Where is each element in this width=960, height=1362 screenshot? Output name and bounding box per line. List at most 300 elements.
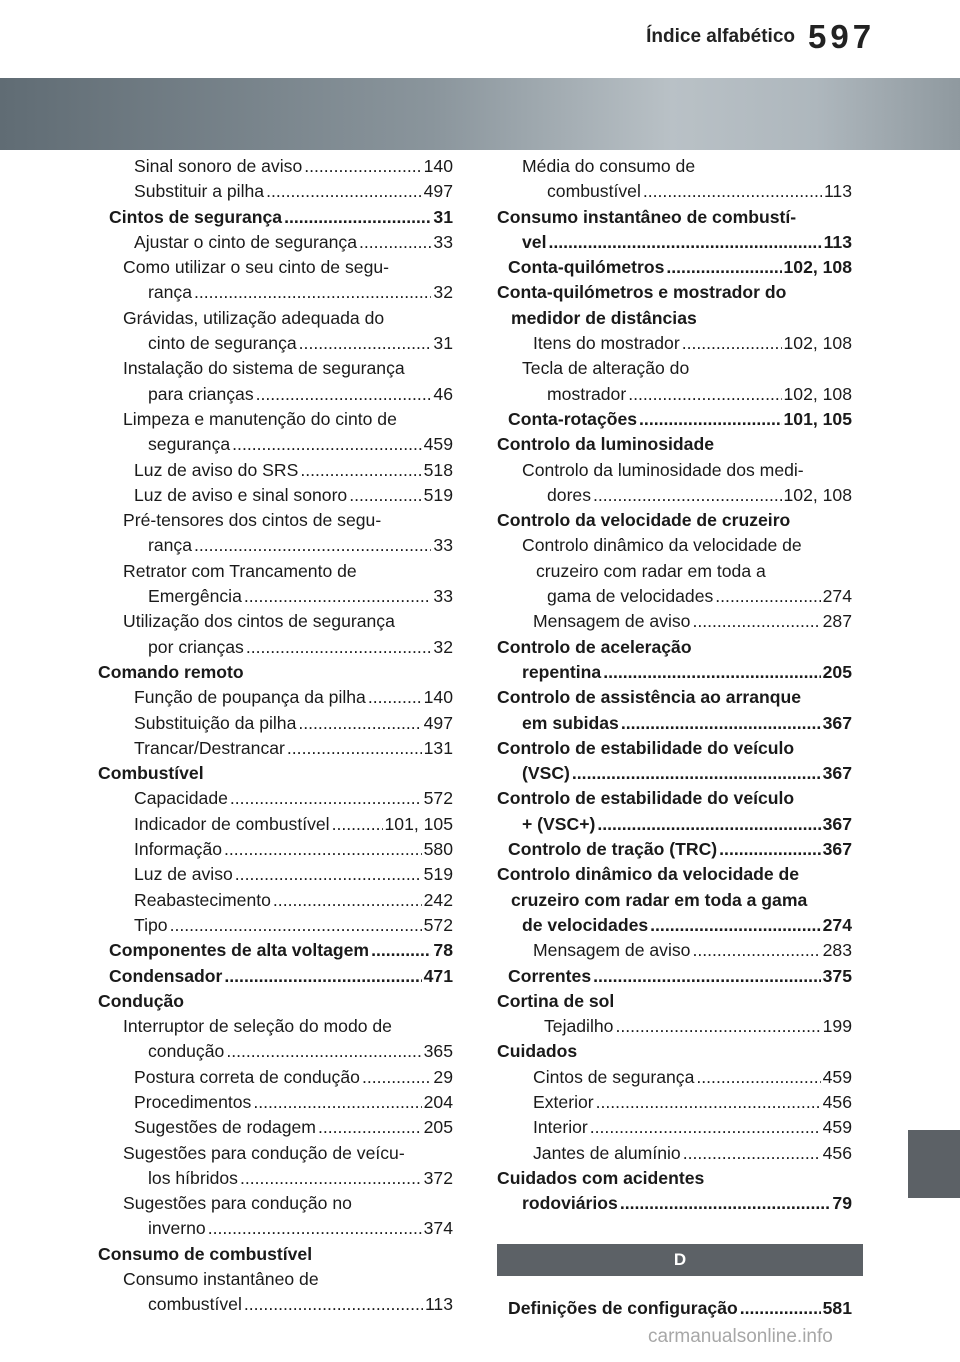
dot-leader: [615, 1014, 820, 1039]
page-reference: 375: [822, 965, 852, 986]
index-heading: [98, 989, 453, 1014]
page-reference: 33: [433, 586, 453, 607]
dot-leader: [226, 1039, 421, 1064]
entry-leader-line: [508, 255, 852, 280]
page-reference: 497: [423, 181, 453, 202]
dot-leader: [572, 761, 821, 786]
entry-text: Sinal sonoro de aviso: [134, 156, 303, 176]
page-reference: 33: [433, 231, 453, 252]
page-reference: 374: [423, 1218, 453, 1239]
page-reference: 113: [823, 231, 852, 252]
index-subentry: [98, 179, 453, 204]
index-subentry: [98, 786, 453, 811]
page-reference: 102, 108: [783, 257, 852, 278]
entry-text-line: Como utilizar o seu cinto de segu-: [123, 257, 389, 278]
index-heading: [98, 964, 453, 989]
dot-leader: [692, 609, 820, 634]
entry-leader-line: [508, 660, 852, 685]
index-subentry: [98, 458, 453, 483]
index-subentry: [98, 685, 453, 710]
entry-leader-line: [134, 280, 453, 305]
entry-leader-line: [544, 1014, 852, 1039]
entry-leader-line: [134, 1039, 453, 1064]
page-reference: 518: [423, 459, 453, 480]
dot-leader: [273, 888, 422, 913]
entry-text: Controlo de tração (TRC): [508, 839, 718, 860]
entry-text-line: Controlo de assistência ao arranque: [497, 687, 802, 708]
index-subentry: [497, 1090, 852, 1115]
entry-text-line: medidor de distâncias: [511, 307, 697, 328]
entry-text-line: Controlo de estabilidade do veículo: [497, 737, 795, 758]
entry-text-line: Comando remoto: [98, 661, 244, 682]
index-subentry: [98, 609, 453, 660]
index-subentry: [98, 837, 453, 862]
page-reference: 140: [423, 156, 453, 176]
entry-leader-line: [508, 711, 852, 736]
entry-text: inverno: [148, 1218, 206, 1239]
entry-text: combustível: [148, 1294, 242, 1315]
index-subentry: [98, 306, 453, 357]
page-reference: 102, 108: [783, 383, 852, 404]
entry-leader-line: [134, 331, 453, 356]
dot-leader: [284, 205, 431, 230]
entry-leader-line: [134, 888, 453, 913]
entry-leader-line: [134, 913, 453, 938]
dot-leader: [256, 382, 432, 407]
entry-leader-line: [533, 584, 852, 609]
index-heading: [497, 989, 852, 1014]
index-heading: [497, 205, 852, 256]
dot-leader: [597, 812, 820, 837]
page-reference: 199: [822, 1016, 852, 1037]
entry-leader-line: [109, 205, 453, 230]
index-subentry: [98, 736, 453, 761]
dot-leader: [639, 407, 781, 432]
dot-leader: [696, 1065, 820, 1090]
index-subentry: [497, 938, 852, 963]
entry-text: segurança: [148, 434, 231, 455]
entry-leader-line: [508, 407, 852, 432]
entry-text: Correntes: [508, 965, 592, 986]
entry-text: mostrador: [547, 383, 627, 404]
header-title: Índice alfabético: [646, 26, 795, 47]
dot-leader: [362, 1065, 431, 1090]
dot-leader: [266, 179, 422, 204]
dot-leader: [682, 331, 782, 356]
dot-leader: [304, 154, 421, 179]
entry-leader-line: [533, 331, 852, 356]
dot-leader: [230, 786, 422, 811]
entry-text: rança: [148, 282, 193, 303]
page-reference: 367: [822, 763, 852, 784]
entry-text: em subidas: [522, 712, 619, 733]
page-reference: 274: [822, 914, 852, 935]
entry-text: Substituir a pilha: [134, 181, 265, 202]
dot-leader: [224, 837, 422, 862]
entry-text-line: Combustível: [98, 763, 204, 784]
index-subentry: [98, 154, 453, 179]
entry-leader-line: [134, 685, 453, 710]
entry-leader-line: [134, 635, 453, 660]
page-reference: 519: [423, 484, 453, 505]
entry-leader-line: [134, 1166, 453, 1191]
dot-leader: [349, 483, 421, 508]
entry-leader-line: [134, 179, 453, 204]
dot-leader: [692, 938, 820, 963]
dot-leader: [593, 964, 821, 989]
entry-leader-line: [533, 1115, 852, 1140]
index-heading: [497, 862, 852, 938]
entry-text: Jantes de alumínio: [533, 1142, 681, 1163]
page-reference: 581: [822, 1298, 852, 1319]
entry-text-line: Cortina de sol: [497, 990, 615, 1011]
index-subentry: [98, 913, 453, 938]
index-subentry: [98, 483, 453, 508]
page-reference: 459: [822, 1066, 852, 1087]
page-reference: 471: [423, 965, 453, 986]
entry-text-line: Controlo dinâmico da velocidade de: [497, 864, 800, 885]
index-subentry: [98, 711, 453, 736]
index-heading: [497, 964, 852, 989]
entry-text: (VSC): [522, 763, 570, 784]
index-subentry: [98, 1090, 453, 1115]
dot-leader: [244, 1292, 423, 1317]
index-subentry: [497, 1065, 852, 1090]
entry-text-line: Tecla de alteração do: [522, 358, 690, 379]
entry-text-line: cruzeiro com radar em toda a gama: [511, 889, 808, 910]
index-subentry: [98, 230, 453, 255]
page-reference: 519: [423, 864, 453, 885]
entry-text: para crianças: [148, 383, 254, 404]
entry-text: Conta-rotações: [508, 408, 638, 429]
page-reference: 572: [423, 914, 453, 935]
entry-text: Tejadilho: [544, 1016, 614, 1037]
entry-leader-line: [134, 432, 453, 457]
entry-text: Mensagem de aviso: [533, 611, 691, 632]
entry-leader-line: [134, 584, 453, 609]
page-reference: 242: [423, 889, 453, 910]
entry-text-line: Conta-quilómetros e mostrador do: [497, 282, 787, 303]
entry-leader-line: [134, 736, 453, 761]
page-reference: 497: [423, 712, 453, 733]
header-banner: [0, 78, 960, 150]
entry-text-line: Utilização dos cintos de segurança: [123, 611, 395, 632]
section-thumb-tab: [908, 1130, 960, 1198]
dot-leader: [620, 1191, 831, 1216]
index-subentry: [98, 1141, 453, 1192]
entry-text-line: Consumo de combustível: [98, 1243, 313, 1264]
entry-text: repentina: [522, 661, 602, 682]
entry-text: Indicador de combustível: [134, 813, 330, 834]
dot-leader: [224, 964, 421, 989]
dot-leader: [603, 660, 820, 685]
dot-leader: [240, 1166, 422, 1191]
entry-text-line: Cuidados: [497, 1041, 578, 1062]
page-reference: 456: [822, 1091, 852, 1112]
entry-text-line: Interruptor de seleção do modo de: [123, 1016, 392, 1037]
page-reference: 140: [423, 687, 453, 708]
dot-leader: [593, 483, 781, 508]
index-subentry: [497, 331, 852, 356]
dot-leader: [359, 230, 431, 255]
dot-leader: [318, 1115, 422, 1140]
page-reference: 372: [423, 1167, 453, 1188]
page-reference: 283: [822, 940, 852, 961]
page-reference: 205: [423, 1117, 453, 1138]
entry-text: rodoviários: [522, 1193, 618, 1214]
index-subentry: [98, 888, 453, 913]
index-subentry: [98, 862, 453, 887]
dot-leader: [244, 584, 432, 609]
entry-text-line: Cuidados com acidentes: [497, 1167, 705, 1188]
entry-leader-line: [508, 1296, 852, 1321]
dot-leader: [650, 913, 820, 938]
entry-text-line: Limpeza e manutenção do cinto de: [123, 408, 397, 429]
dot-leader: [740, 1296, 821, 1321]
entry-leader-line: [508, 761, 852, 786]
entry-leader-line: [134, 382, 453, 407]
entry-leader-line: [134, 1065, 453, 1090]
entry-text: vel: [522, 231, 547, 252]
page-reference: 367: [822, 712, 852, 733]
index-subentry: [497, 1115, 852, 1140]
entry-text: Luz de aviso e sinal sonoro: [134, 484, 348, 505]
entry-leader-line: [533, 382, 852, 407]
entry-text: Postura correta de condução: [134, 1066, 360, 1087]
entry-text: combustível: [547, 181, 641, 202]
page-reference: 78: [433, 940, 453, 961]
index-subentry: [497, 458, 852, 509]
entry-leader-line: [508, 230, 852, 255]
page-reference: 101, 105: [384, 813, 453, 834]
entry-text: Interior: [533, 1117, 588, 1138]
page-reference: 31: [433, 206, 453, 227]
entry-text: Função de poupança da pilha: [134, 687, 366, 708]
index-heading: [98, 938, 453, 963]
entry-leader-line: [134, 533, 453, 558]
index-subentry: [98, 1014, 453, 1065]
dot-leader: [208, 1216, 422, 1241]
entry-text-line: Grávidas, utilização adequada do: [123, 307, 385, 328]
page-reference: 102, 108: [783, 333, 852, 354]
index-heading: [497, 255, 852, 280]
entry-text-line: Controlo dinâmico da velocidade de: [522, 535, 802, 556]
entry-leader-line: [134, 786, 453, 811]
dot-leader: [368, 685, 422, 710]
index-subentry: [98, 356, 453, 407]
entry-text: Informação: [134, 839, 223, 860]
entry-leader-line: [134, 812, 453, 837]
entry-leader-line: [533, 483, 852, 508]
dot-leader: [719, 837, 820, 862]
entry-leader-line: [533, 1065, 852, 1090]
index-heading: [497, 407, 852, 432]
dot-leader: [621, 711, 821, 736]
page-reference: 32: [433, 282, 453, 303]
index-heading: [497, 685, 852, 736]
entry-leader-line: [533, 1141, 852, 1166]
index-subentry: [98, 255, 453, 306]
entry-leader-line: [508, 1191, 852, 1216]
page-reference: 113: [823, 181, 852, 202]
entry-leader-line: [508, 964, 852, 989]
entry-text: Luz de aviso do SRS: [134, 459, 299, 480]
page-reference: 31: [433, 333, 453, 354]
entry-text-line: Controlo da luminosidade dos medi-: [522, 459, 804, 480]
page-reference: 29: [433, 1066, 453, 1087]
entry-leader-line: [134, 483, 453, 508]
entry-leader-line: [134, 837, 453, 862]
dot-leader: [332, 812, 383, 837]
dot-leader: [235, 862, 422, 887]
entry-text: por crianças: [148, 636, 244, 657]
dot-leader: [170, 913, 422, 938]
index-subentry: [98, 812, 453, 837]
dot-leader: [299, 331, 432, 356]
entry-text: + (VSC+): [522, 813, 596, 834]
index-heading: [98, 205, 453, 230]
entry-text: de velocidades: [522, 914, 649, 935]
index-column-left: [98, 154, 453, 1318]
entry-text: Procedimentos: [134, 1091, 252, 1112]
dot-leader: [246, 635, 432, 660]
entry-text: dores: [547, 484, 592, 505]
entry-text-line: Consumo instantâneo de combustí-: [497, 206, 797, 227]
entry-leader-line: [134, 1115, 453, 1140]
entry-leader-line: [134, 1216, 453, 1241]
index-heading: [497, 736, 852, 787]
index-heading: [497, 432, 852, 457]
page-reference: 365: [423, 1041, 453, 1062]
index-heading: [497, 1296, 852, 1321]
index-heading: [497, 1166, 852, 1217]
index-heading: [98, 761, 453, 786]
index-subentry: [98, 508, 453, 559]
page-reference: 456: [822, 1142, 852, 1163]
entry-leader-line: [134, 711, 453, 736]
entry-leader-line: [508, 913, 852, 938]
entry-text-line: Condução: [98, 990, 185, 1011]
entry-text: Cintos de segurança: [533, 1066, 695, 1087]
page-reference: 204: [423, 1091, 453, 1112]
entry-text: Definições de configuração: [508, 1298, 738, 1319]
entry-text: Conta-quilómetros: [508, 257, 665, 278]
index-subentry: [497, 533, 852, 609]
entry-leader-line: [134, 230, 453, 255]
entry-text-line: Controlo da velocidade de cruzeiro: [497, 510, 791, 531]
entry-text: Emergência: [148, 586, 242, 607]
page-number: 597: [808, 18, 876, 55]
index-column-right: [497, 154, 852, 1322]
page-reference: 274: [822, 586, 852, 607]
index-subentry: [98, 1191, 453, 1242]
page-reference: 102, 108: [783, 484, 852, 505]
entry-text: rança: [148, 535, 193, 556]
page-reference: 572: [423, 788, 453, 809]
dot-leader: [287, 736, 422, 761]
index-subentry: [497, 1014, 852, 1039]
entry-leader-line: [134, 1292, 453, 1317]
index-subentry: [497, 356, 852, 407]
entry-text-line: Sugestões para condução no: [123, 1193, 352, 1214]
page-reference: 101, 105: [783, 408, 852, 429]
entry-text: Itens do mostrador: [533, 333, 680, 354]
dot-leader: [300, 458, 421, 483]
page-reference: 580: [423, 839, 453, 860]
page-reference: 33: [433, 535, 453, 556]
entry-text-line: Consumo instantâneo de: [123, 1269, 319, 1290]
dot-leader: [253, 1090, 421, 1115]
entry-text-line: Controlo de estabilidade do veículo: [497, 788, 795, 809]
entry-text: Trancar/Destrancar: [134, 737, 285, 758]
entry-leader-line: [134, 154, 453, 179]
entry-text: Ajustar o cinto de segurança: [134, 231, 357, 252]
index-subentry: [497, 1141, 852, 1166]
entry-leader-line: [508, 812, 852, 837]
watermark: carmanualsonline.info: [648, 1326, 833, 1347]
entry-text-line: Retrator com Trancamento de: [123, 560, 357, 581]
entry-leader-line: [533, 938, 852, 963]
index-heading: [497, 786, 852, 837]
section-letter-bar: D: [497, 1244, 863, 1276]
dot-leader: [628, 382, 781, 407]
entry-text-line: Média do consumo de: [522, 156, 696, 176]
entry-text-line: cruzeiro com radar em toda a: [536, 560, 766, 581]
index-subentry: [98, 1267, 453, 1318]
entry-text: condução: [148, 1041, 225, 1062]
index-subentry: [497, 154, 852, 205]
dot-leader: [683, 1141, 821, 1166]
entry-text: Mensagem de aviso: [533, 940, 691, 961]
page-reference: 32: [433, 636, 453, 657]
index-heading: [497, 1039, 852, 1064]
entry-leader-line: [109, 964, 453, 989]
page-reference: 46: [433, 383, 453, 404]
index-heading: [497, 837, 852, 862]
page-reference: 367: [822, 839, 852, 860]
entry-leader-line: [134, 862, 453, 887]
dot-leader: [715, 584, 820, 609]
index-subentry: [98, 559, 453, 610]
index-heading: [497, 280, 852, 331]
index-subentry: [98, 407, 453, 458]
page-reference: 459: [423, 434, 453, 455]
index-subentry: [98, 1065, 453, 1090]
dot-leader: [194, 533, 431, 558]
page-reference: 205: [822, 661, 852, 682]
page-reference: 131: [423, 737, 453, 758]
entry-text-line: Controlo da luminosidade: [497, 434, 714, 455]
entry-text-line: Instalação do sistema de segurança: [123, 358, 405, 379]
dot-leader: [548, 230, 821, 255]
page-reference: 367: [822, 813, 852, 834]
index-heading: [98, 660, 453, 685]
dot-leader: [194, 280, 431, 305]
entry-leader-line: [134, 1090, 453, 1115]
entry-leader-line: [533, 609, 852, 634]
entry-leader-line: [533, 179, 852, 204]
entry-leader-line: [109, 938, 453, 963]
entry-text: Componentes de alta voltagem: [109, 940, 370, 961]
entry-text: Tipo: [134, 914, 168, 935]
entry-text-line: Controlo de aceleração: [497, 636, 692, 657]
index-subentry: [497, 609, 852, 634]
index-heading: [98, 1242, 453, 1267]
dot-leader: [596, 1090, 821, 1115]
entry-text: Exterior: [533, 1091, 594, 1112]
page-reference: 287: [822, 611, 852, 632]
entry-leader-line: [508, 837, 852, 862]
